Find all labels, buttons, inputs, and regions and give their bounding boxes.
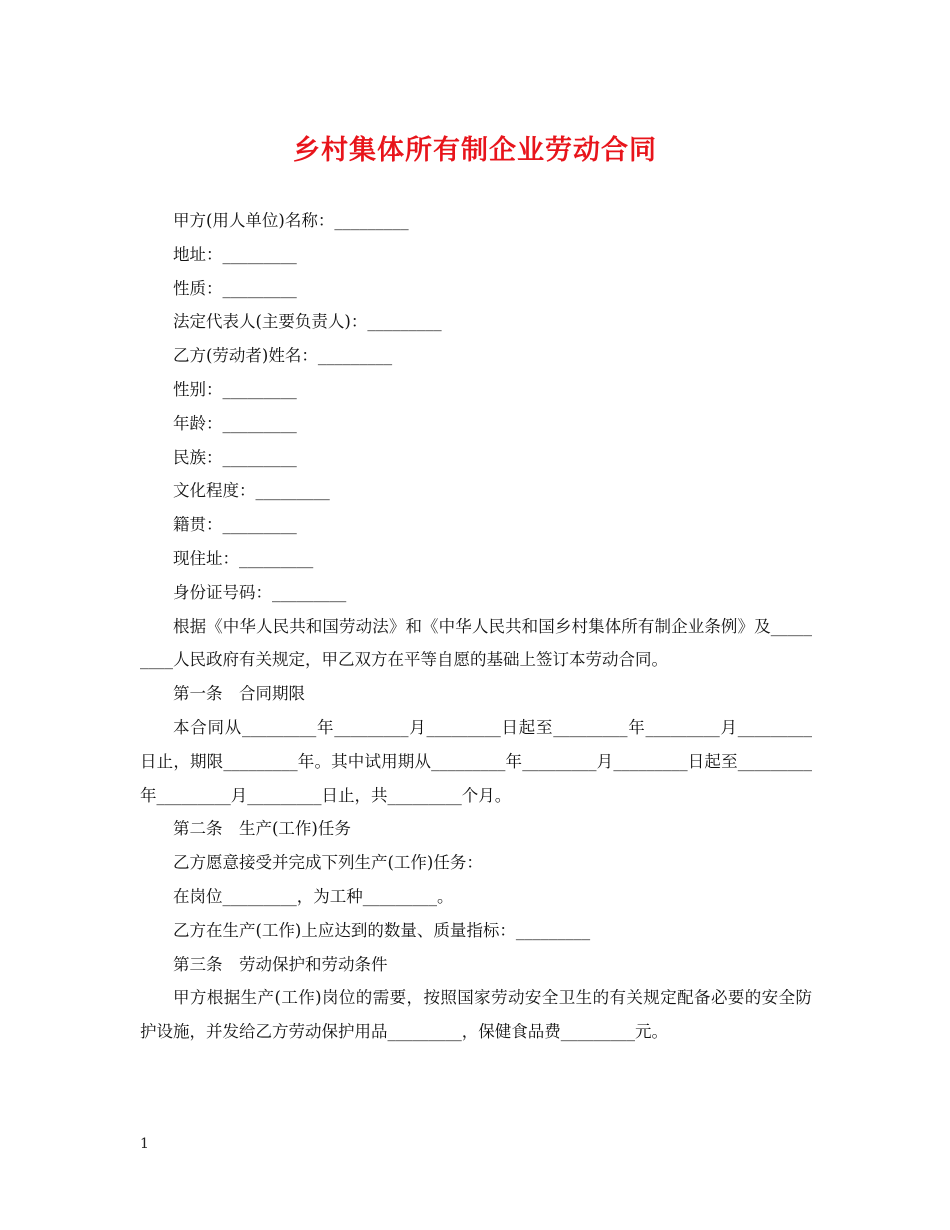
article-2-intro-line: 乙方愿意接受并完成下列生产(工作)任务： xyxy=(173,853,483,873)
article-3-protection-paragraph: 甲方根据生产(工作)岗位的需要，按照国家劳动安全卫生的有关规定配备必要的安全防护设施，并发给乙方劳动保护用品_________，保健食品费_________元。 xyxy=(140,988,812,1042)
article-2-quota-line: 乙方在生产(工作)上应达到的数量、质量指标：_________ xyxy=(173,920,591,940)
page-number: 1 xyxy=(140,1136,149,1152)
party-a-nature-line: 性质：_________ xyxy=(173,278,297,298)
document-body xyxy=(140,204,812,1049)
education-line: 文化程度：_________ xyxy=(173,481,330,501)
legal-representative-line: 法定代表人(主要负责人)：_________ xyxy=(173,312,442,332)
native-place-line: 籍贯：_________ xyxy=(173,515,297,535)
ethnicity-line: 民族：_________ xyxy=(173,447,297,467)
party-b-name-line: 乙方(劳动者)姓名：_________ xyxy=(173,346,393,366)
article-1-heading: 第一条 合同期限 xyxy=(173,684,305,704)
document-title: 乡村集体所有制企业劳动合同 xyxy=(293,135,657,166)
party-a-address-line: 地址：_________ xyxy=(173,244,297,264)
age-line: 年龄：_________ xyxy=(173,413,297,433)
article-1-term-paragraph: 本合同从_________年_________月_________日起至_________年_________月_________日止，期限_________年。其中试用期从_________年_________月_________日起至_________年_________月_________日止，共_________个月。 xyxy=(140,717,812,805)
article-3-heading: 第三条 劳动保护和劳动条件 xyxy=(173,954,388,974)
article-2-position-line: 在岗位_________，为工种_________。 xyxy=(173,886,454,906)
article-2-heading: 第二条 生产(工作)任务 xyxy=(173,819,351,839)
current-address-line: 现住址：_________ xyxy=(173,548,314,568)
id-number-line: 身份证号码：_________ xyxy=(173,582,347,602)
preamble-paragraph: 根据《中华人民共和国劳动法》和《中华人民共和国乡村集体所有制企业条例》及_________人民政府有关规定，甲乙双方在平等自愿的基础上签订本劳动合同。 xyxy=(140,616,812,670)
gender-line: 性别：_________ xyxy=(173,379,297,399)
party-a-name-line: 甲方(用人单位)名称：_________ xyxy=(173,211,409,230)
